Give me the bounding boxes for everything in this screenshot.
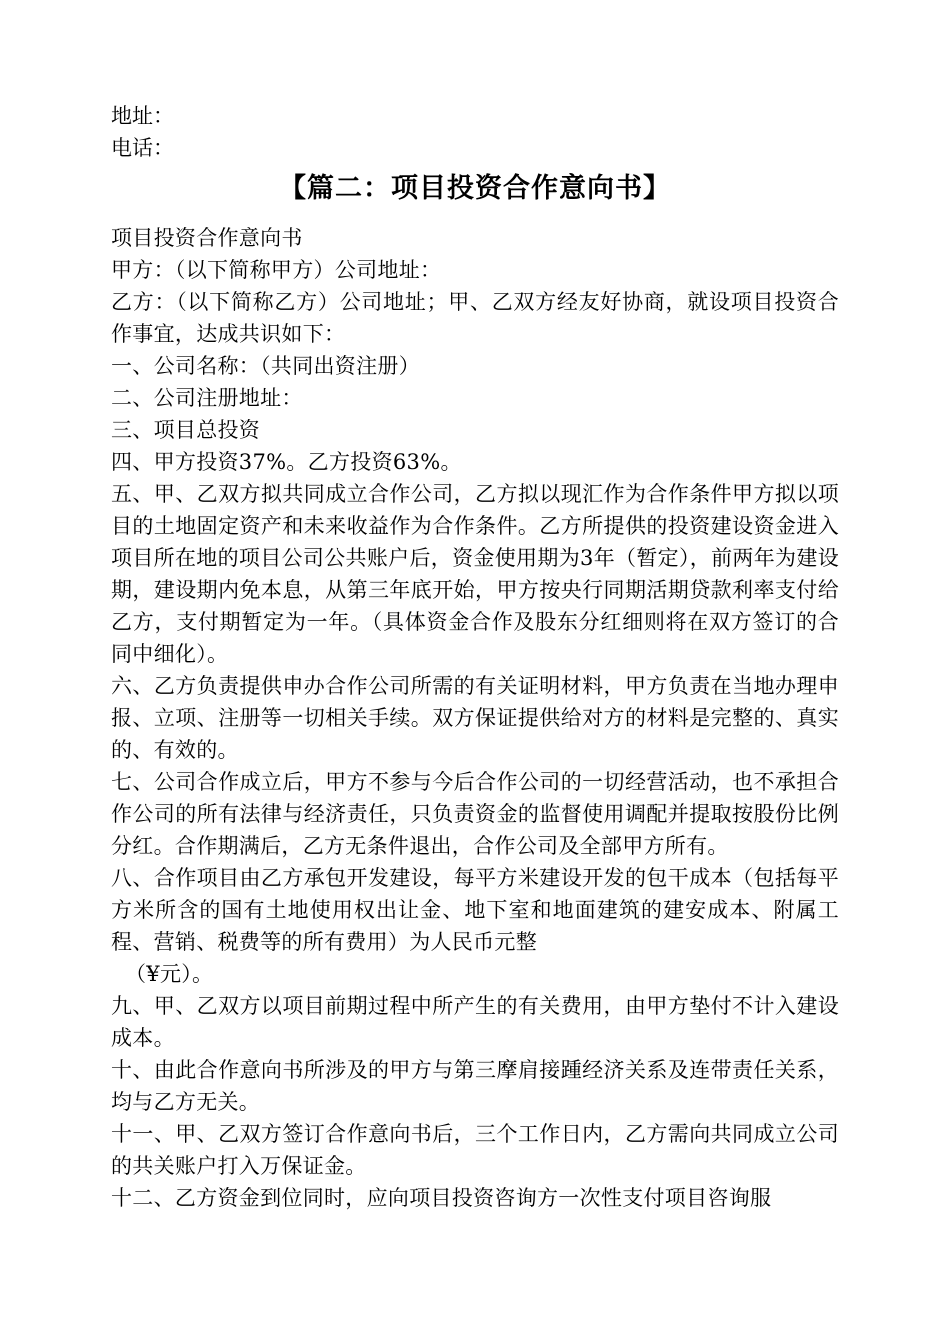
clause-1: 一、公司名称：（共同出资注册） — [111, 354, 420, 378]
clause-12: 十二、乙方资金到位同时，应向项目投资咨询方一次性支付项目咨询服 — [111, 1186, 772, 1210]
clause-8-amount: （¥元）。 — [125, 962, 214, 986]
section-heading: 【篇二：项目投资合作意向书】 — [279, 173, 671, 204]
clause-10: 十、由此合作意向书所涉及的甲方与第三摩肩接踵经济关系及连带责任关系，均与乙方无关。 — [111, 1058, 839, 1114]
clause-3: 三、项目总投资 — [111, 418, 261, 442]
clause-11: 十一、甲、乙双方签订合作意向书后，三个工作日内，乙方需向共同成立公司的共关账户打入万保证金。 — [111, 1122, 839, 1178]
party-a-line: 甲方：（以下简称甲方）公司地址： — [111, 258, 442, 282]
clause-2: 二、公司注册地址： — [111, 386, 303, 410]
party-b-paragraph: 乙方：（以下简称乙方）公司地址；甲、乙双方经友好协商，就设项目投资合作事宜，达成共识如下： — [111, 290, 839, 346]
clause-6: 六、乙方负责提供申办合作公司所需的有关证明材料，甲方负责在当地办理申报、立项、注册等一切相关手续。双方保证提供给对方的材料是完整的、真实的、有效的。 — [111, 674, 839, 762]
address-line: 地址： — [111, 104, 174, 128]
clause-9: 九、甲、乙双方以项目前期过程中所产生的有关费用，由甲方垫付不计入建设成本。 — [111, 994, 839, 1050]
document-body — [111, 100, 839, 1214]
clause-5: 五、甲、乙双方拟共同成立合作公司，乙方拟以现汇作为合作条件甲方拟以项目的土地固定资产和未来收益作为合作条件。乙方所提供的投资建设资金进入项目所在地的项目公司公共账户后，资金使用期为3年（暂定），前两年为建设期，建设期内免本息，从第三年底开始，甲方按央行同期活期贷款利率支付给乙方，支付期暂定为一年。（具体资金合作及股东分红细则将在双方签订的合同中细化）。 — [111, 482, 839, 666]
document-title: 项目投资合作意向书 — [111, 226, 303, 250]
clause-7: 七、公司合作成立后，甲方不参与今后合作公司的一切经营活动，也不承担合作公司的所有法律与经济责任，只负责资金的监督使用调配并提取按股份比例分红。合作期满后，乙方无条件退出，合作公司及全部甲方所有。 — [111, 770, 839, 858]
clause-8: 八、合作项目由乙方承包开发建设，每平方米建设开发的包干成本（包括每平方米所含的国有土地使用权出让金、地下室和地面建筑的建安成本、附属工程、营销、税费等的所有费用）为人民币元整 — [111, 866, 839, 954]
phone-line: 电话： — [111, 136, 174, 160]
clause-4: 四、甲方投资37%。乙方投资63%。 — [111, 450, 462, 474]
